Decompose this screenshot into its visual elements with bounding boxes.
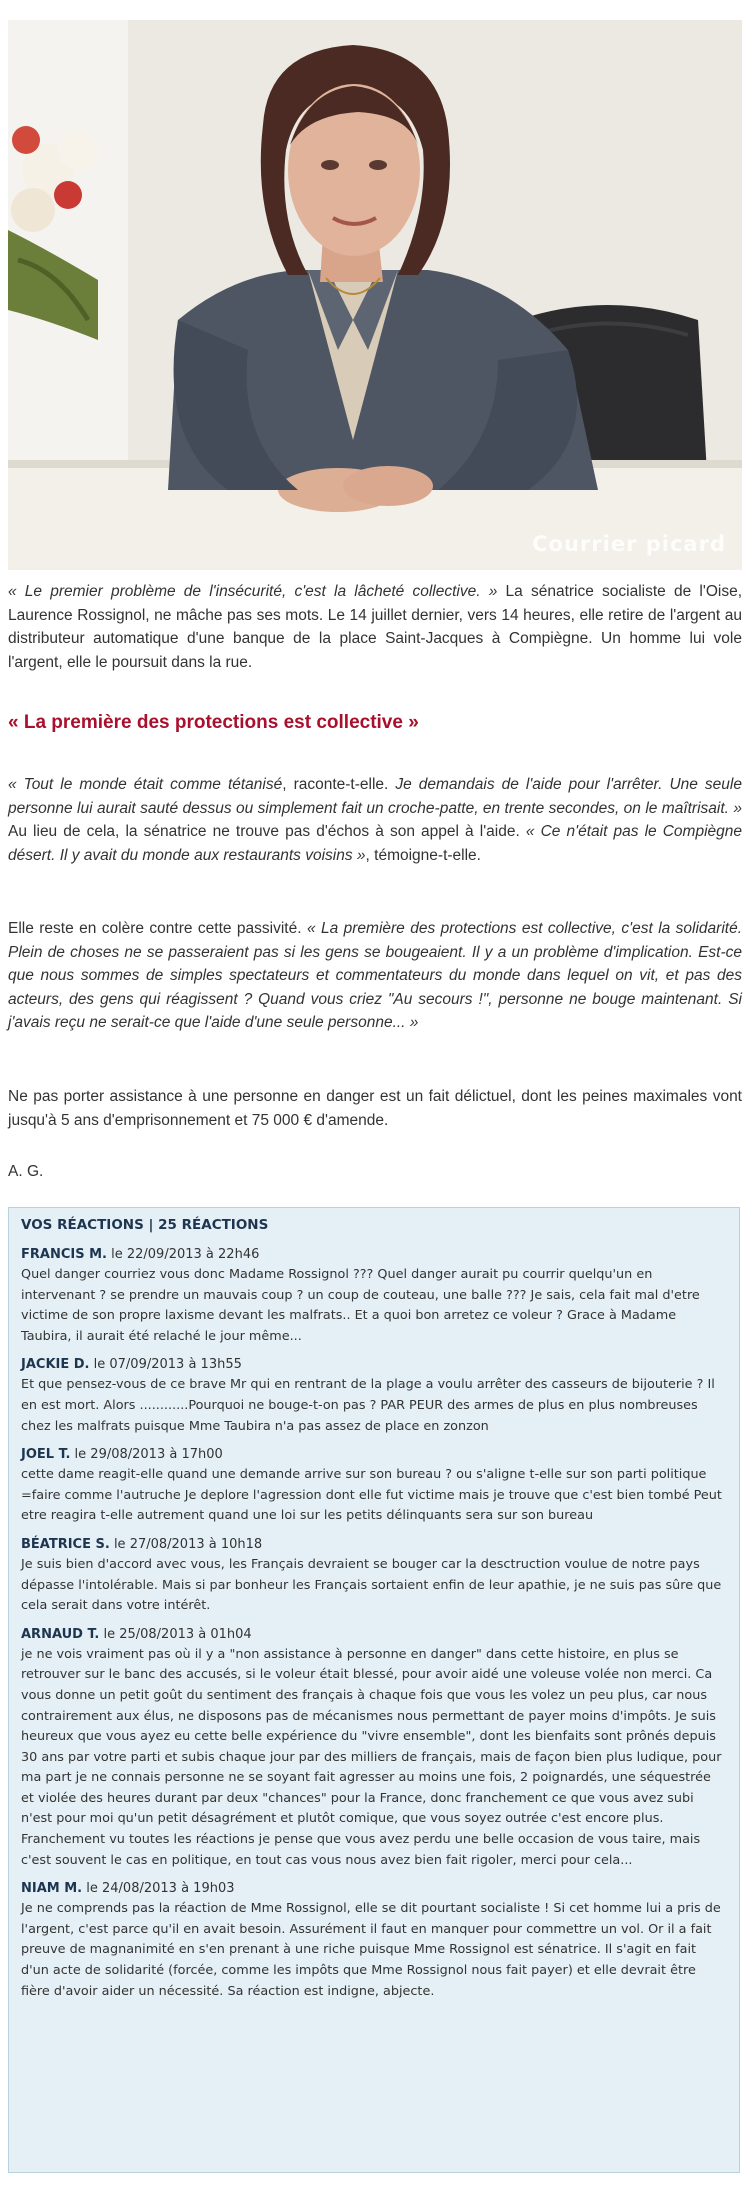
article-paragraph-1: [8, 773, 742, 867]
comment-time: 19h03: [193, 1881, 235, 1897]
comment-item: [21, 1445, 727, 1527]
article-paragraph-2: [8, 917, 742, 1035]
comment-item: [21, 1245, 727, 1347]
comment-author[interactable]: ARNAUD T.: [21, 1626, 100, 1642]
comment-author[interactable]: JOEL T.: [21, 1447, 71, 1463]
comment-text: Je suis bien d'accord avec vous, les Français devraient se bouger car la desctruction voulue de notre pays dépasse l'intolérable. Mais si par bonheur les Français sortaient enfin de leur apathie, je ne suis pas sûre que cela serait dans votre intérêt.: [21, 1556, 722, 1614]
photo-watermark: Courrier picard: [532, 532, 726, 556]
comment-time-prefix: à: [194, 1626, 211, 1642]
comment-header: [21, 1355, 727, 1375]
comment-text: Et que pensez-vous de ce brave Mr qui en rentrant de la plage a voulu arrêter des casseurs de bijouterie ? Il en est mort. Alors ............Pourquoi ne bouge-t-on pas ? PAR PEUR des armes de plus en plus nombreuses chez les malfrats puisque Mme Taubira n'a pas assez de place en zonzon: [21, 1377, 715, 1434]
comment-date: 22/09/2013: [126, 1247, 202, 1262]
article-photo: [8, 20, 742, 570]
text-3: , témoigne-t-elle.: [365, 846, 481, 864]
comment-date: 07/09/2013: [109, 1357, 185, 1373]
comment-header: [21, 1245, 727, 1265]
comment-date-prefix: le: [99, 1626, 120, 1642]
text-2: Au lieu de cela, la sénatrice ne trouve pas d'échos à son appel à l'aide.: [8, 823, 526, 840]
article-paragraph-3: Ne pas porter assistance à une personne en danger est un fait délictuel, dont les peines maximales vont jusqu'à 5 ans d'emprisonnement et 75 000 € d'amende.: [8, 1088, 742, 1129]
quote-2: Je demandais de l'aide pour l'arrêter. Une seule personne lui aurait sauté dessus ou simplement fait un croche-patte, en trente secondes, on le maîtrisait. »: [8, 776, 742, 817]
quote-3: « Ce n'était pas le Compiègne désert. Il y avait du monde aux restaurants voisins »: [8, 823, 743, 864]
text-1: , raconte-t-elle.: [282, 776, 396, 793]
comment-date-prefix: le: [106, 1247, 127, 1262]
comment-text: Je ne comprends pas la réaction de Mme Rossignol, elle se dit pourtant socialiste ! Si cet homme lui a pris de l'argent, c'est parce qu'il en avait besoin. Assurément il faut en manquer pour commettre un vol. Or il a fait preuve de magnanimité en s'en prenant à une riche puisque Mme Rossignol est sénatrice. Il s'agit en fait d'un acte de solidarité (forcée, comme les impôts que Mme Rossignol nous fait payer) et elle devrait être fière d'avoir aider un nécessité. Sa réaction est indigne, abjecte.: [21, 1901, 721, 1999]
comment-time-prefix: à: [204, 1536, 221, 1552]
comment-date: 29/08/2013: [90, 1447, 166, 1463]
caption-quote: « Le premier problème de l'insécurité, c'est la lâcheté collective. »: [8, 583, 498, 600]
photo-caption: [8, 580, 742, 674]
comment-time-prefix: à: [176, 1881, 194, 1897]
quote-4: « La première des protections est collective, c'est la solidarité. Plein de choses ne se passeraient pas si les gens se bougeaient. Il y a un problème d'implication. Est-ce que nous sommes de simples spectateurs et commentateurs du monde dans lequel on vit, et pas des acteurs, des gens qui réagissent ? Quand vous criez "Au secours !", personne ne bouge maintenant. Si j'avais reçu ne serait-ce que l'aide d'une seule personne... »: [8, 920, 743, 1031]
quote-1: « Tout le monde était comme tétanisé: [8, 776, 283, 793]
comment-author[interactable]: JACKIE D.: [21, 1357, 90, 1373]
comment-item: [21, 1535, 727, 1617]
comment-author[interactable]: NIAM M.: [21, 1881, 83, 1897]
comment-text: cette dame reagit-elle quand une demande arrive sur son bureau ? ou s'aligne t-elle sur son parti politique =faire comme l'autruche Je deplore l'agression dont elle fut victime mais je trouve que c'est bien tombé Peut etre reagira t-elle autrement quand une loi sur les petits délinquants sera sur son bureau: [21, 1467, 722, 1524]
comment-header: [21, 1445, 727, 1465]
comment-time: 10h18: [220, 1536, 263, 1552]
portrait-illustration: [8, 20, 742, 570]
comment-date-prefix: le: [109, 1536, 130, 1552]
comment-header: [21, 1625, 727, 1645]
comment-author[interactable]: FRANCIS M.: [21, 1247, 107, 1262]
comment-time-prefix: à: [165, 1447, 182, 1463]
comment-time: 22h46: [218, 1247, 260, 1262]
section-subheading: « La première des protections est collective »: [8, 712, 419, 733]
comment-text: Quel danger courriez vous donc Madame Rossignol ??? Quel danger aurait pu courrir quelqu'un en intervenant ? se prendre un mauvais coup ? un coup de couteau, une balle ??? Je sais, cela fait mal d'etre victime de son propre laxisme devant les malfrats.. Et a quoi bon arretez ce voleur ? Grace à Madame Taubira, il aurait été relaché le jour même...: [21, 1267, 700, 1344]
caption-text: La sénatrice socialiste de l'Oise, Laurence Rossignol, ne mâche pas ses mots. Le 14 juillet dernier, vers 14 heures, elle retire de l'argent au distributeur automatique d'une banque de la place Saint-Jacques à Compiègne. Un homme lui vole l'argent, elle le poursuit dans la rue.: [8, 583, 743, 671]
comment-item: [21, 1355, 727, 1437]
comment-time: 01h04: [210, 1626, 252, 1642]
comment-date: 25/08/2013: [119, 1626, 195, 1642]
comment-item: [21, 1879, 727, 2002]
comment-date-prefix: le: [89, 1357, 110, 1373]
comment-date: 27/08/2013: [129, 1536, 205, 1552]
comment-time: 13h55: [200, 1357, 242, 1373]
comment-author[interactable]: BÉATRICE S.: [21, 1536, 110, 1552]
text-4: Elle reste en colère contre cette passivité.: [8, 920, 307, 937]
comment-text: je ne vois vraiment pas où il y a "non assistance à personne en danger" dans cette histoire, en plus se retrouver sur le banc des accusés, si le voleur était blessé, pour avoir aidé une voleuse volée non merci. Ca vous donne un petit goût du sentiment des français à chaque fois que vous les volez un peu plus, car nous contrairement aux élus, ne disposons pas de mécanismes nous permettant de payer moins d'impôts. Je suis heureux que vous ayez eu cette belle expérience du "vivre ensemble", dont les bienfaits sont prônés depuis 30 ans par votre parti et subis chaque jour par des milliers de français, mais de façon bien plus ludique, pour ma part je ne connais personne ne se soyant fait agresser au moins une fois, 2 poignardés, une séquestrée et violée des heures durant par deux "chances" pour la France, donc franchement ce que vous avez subi n'est pour moi qu'un petit désagrément et plutôt comique, que vous soyez outrée c'est encore plus. Franchement vu toutes les réactions je pense que vous avez perdu une belle occasion de vous taire, mais c'est souvent le cas en politique, en tout cas vous nous avez bien fait rigoler, merci pour cela...: [21, 1646, 722, 1868]
comment-time: 17h00: [181, 1447, 223, 1463]
comment-date: 24/08/2013: [102, 1881, 177, 1897]
article-signature: A. G.: [8, 1163, 44, 1180]
comment-header: [21, 1879, 727, 1899]
comment-date-prefix: le: [82, 1881, 102, 1897]
comment-date-prefix: le: [70, 1447, 91, 1463]
reactions-panel: [8, 1207, 740, 2173]
comment-time-prefix: à: [201, 1247, 219, 1262]
comment-header: [21, 1535, 727, 1555]
comment-item: [21, 1625, 727, 1872]
reactions-title: VOS RÉACTIONS | 25 RÉACTIONS: [21, 1217, 269, 1233]
comment-time-prefix: à: [184, 1357, 201, 1373]
